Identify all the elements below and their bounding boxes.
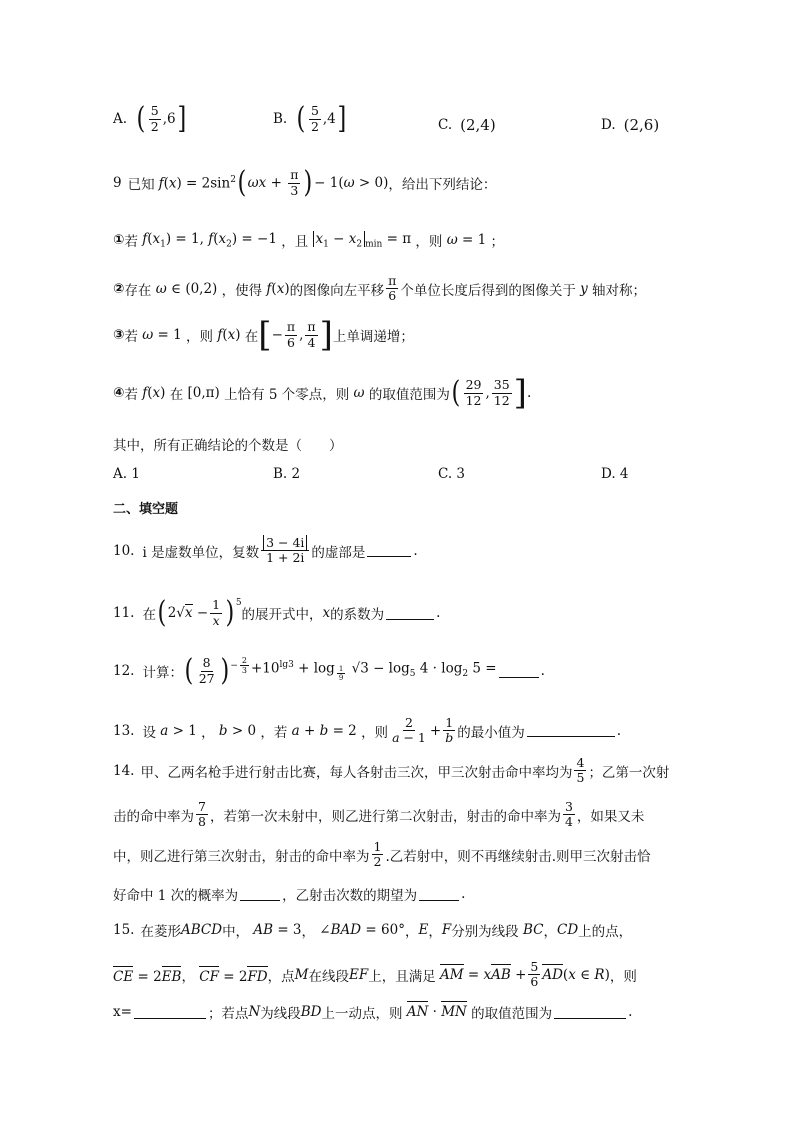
q9-option-c: C. 3 bbox=[438, 466, 466, 482]
answer-blank[interactable] bbox=[386, 607, 434, 620]
answer-blank[interactable] bbox=[134, 1006, 206, 1019]
q14-line-3: 中，则乙进行第三次射击，射击的命中率为 $\frac{1}{2}$ .乙若射中，则不再继续射击.则甲三次射击恰 bbox=[113, 839, 651, 870]
q13: 13. 设 a > 1 ， b > 0 ，若 a + b = 2 ，则 $\frac{2}{a - 1}$ + $\frac{1}{b}$ 的最小值为 . bbox=[113, 715, 622, 746]
q10: 10. i 是虚数单位，复数 $\frac{3 - 4i}{1 + 2i}$ 的虚部是 . bbox=[113, 535, 418, 566]
section-heading: 二、填空题 bbox=[113, 502, 179, 517]
q14-line-1: 14. 甲、乙两名枪手进行射击比赛，每人各射击三次，甲三次射击命中率均为 $\frac{4}{5}$ ；乙第一次射 bbox=[113, 755, 670, 786]
q15-line-2: CE = 2EB， CF = 2FD ，点 M 在线段 EF 上，且满足 AM = xAB + $\frac{5}{6}$ AD(x ∈ R) ，则 bbox=[113, 959, 637, 990]
fraction: $\frac{5}{2}$ bbox=[310, 103, 319, 134]
q15-line-3: x= ；若点 N 为线段 BD 上一动点，则 AN · MN 的取值范围为 . bbox=[113, 1004, 633, 1022]
q8-option-b: B. ( $\frac{5}{2}$ ,4 ] bbox=[273, 101, 347, 136]
answer-blank[interactable] bbox=[419, 888, 459, 901]
q8-option-c: C. (2,4) bbox=[438, 116, 496, 134]
q9-statement-3: ③ 若 ω = 1 ，则 f(x) 在 [ − $\frac{\pi}{6}$ , $\frac{\pi}{4}$ ] 上单调递增； bbox=[113, 315, 414, 355]
q9-question: 其中，所有正确结论的个数是（ ） bbox=[113, 438, 343, 454]
q14-line-4: 好命中 1 次的概率为 ，乙射击次数的期望为 . bbox=[113, 886, 466, 904]
q9-option-d: D. 4 bbox=[601, 466, 629, 482]
q15-line-1: 15. 在菱形 ABCD 中， AB = 3 ， ∠BAD = 60° ， E ， F 分别为线段 BC ， CD 上的点， bbox=[113, 922, 633, 940]
option-letter: A. bbox=[113, 111, 128, 127]
answer-blank[interactable] bbox=[367, 544, 411, 557]
q9-statement-4: ④ 若 f(x) 在 [0,π) 上恰有 5 个零点，则 ω 的取值范围为 ( $\frac{29}{12}$ , $\frac{35}{12}$ ] . bbox=[113, 373, 532, 413]
q14-line-2: 击的命中率为 $\frac{7}{8}$ ，若第一次未射中，则乙进行第二次射击，射击的命中率为 $\frac{3}{4}$ ，如果又未 bbox=[113, 799, 645, 830]
answer-blank[interactable] bbox=[554, 1006, 626, 1019]
q11: 11. 在 ( 2√x − $\frac{1}{x}$ ) $^5$ 的展开式中， x 的系数为 . bbox=[113, 595, 441, 630]
q9-stem: 9 已知 $f(x) = 2\sin^2$ ( ωx + $\frac{\pi}{3}$ ) − 1(ω > 0) ，给出下列结论： bbox=[113, 165, 497, 200]
q9-statement-2: ② 存在 ω ∈ (0,2) ，使得 f(x) 的图像向左平移 $\frac{\pi}{6}$ 个单位长度后得到的图像关于 y 轴对称； bbox=[113, 273, 647, 304]
q9-statement-1: ① 若 $f(x_1) = 1$, $f(x_2) = -1$ ，且 $x_1 - x_2$ $_{min}$ = π ，则 ω = 1 ； bbox=[113, 230, 505, 250]
q12: 12. 计算： ( $\frac{8}{27}$ ) $^{- \frac{2}{3}}$ $+10^{lg3} + \log$ $_{\frac{1}{9}}$ $√3 - \log_5 4 \cdot \log_2 5$ = . bbox=[113, 653, 545, 688]
q9-option-a: A. 1 bbox=[113, 466, 140, 482]
answer-blank[interactable] bbox=[527, 724, 615, 737]
q9-option-b: B. 2 bbox=[273, 466, 301, 482]
fraction: $\frac{5}{2}$ bbox=[150, 103, 159, 134]
q8-option-d: D. (2,6) bbox=[601, 116, 660, 134]
q8-option-a: A. ( $\frac{5}{2}$ ,6 ] bbox=[113, 101, 186, 136]
answer-blank[interactable] bbox=[240, 888, 280, 901]
answer-blank[interactable] bbox=[499, 665, 539, 678]
